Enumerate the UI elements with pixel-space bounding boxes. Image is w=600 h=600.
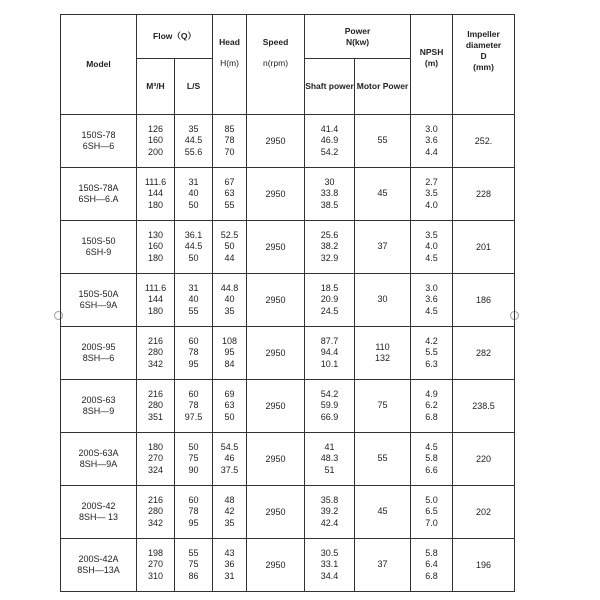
head-value: 84 (224, 358, 235, 369)
model-value: 8SH— 13 (78, 512, 119, 522)
head-value: 85 (224, 123, 235, 134)
npsh-value: 3.6 (425, 135, 438, 146)
model-cell (61, 274, 137, 327)
head-cell (213, 168, 247, 221)
flow-m3h-value: 180 (147, 441, 164, 452)
table-row (61, 380, 515, 433)
model-value: 8SH—13A (77, 565, 120, 575)
shaft-power-value: 51 (324, 464, 335, 475)
flow-ls-cell (175, 115, 213, 168)
npsh-cell (411, 380, 453, 433)
shaft-power-value: 38.2 (320, 241, 339, 252)
flow-ls-value: 95 (188, 517, 199, 528)
model-cell (61, 433, 137, 486)
flow-ls-value: 50 (188, 252, 199, 263)
flow-m3h-value: 180 (147, 305, 164, 316)
flow-m3h-cell (137, 327, 175, 380)
speed-cell (247, 327, 305, 380)
motor-power-cell (355, 380, 411, 433)
shaft-power-value: 54.2 (320, 388, 339, 399)
model-value: 6SH—9A (79, 300, 118, 310)
shaft-power-value: 10.1 (320, 358, 339, 369)
head-value: 40 (224, 294, 235, 305)
shaft-power-value: 59.9 (320, 400, 339, 411)
flow-m3h-value: 324 (147, 464, 164, 475)
flow-ls-cell (175, 486, 213, 539)
shaft-power-value: 24.5 (320, 305, 339, 316)
head-value: 36 (224, 559, 235, 570)
npsh-value: 3.5 (425, 229, 438, 240)
flow-m3h-cell (137, 433, 175, 486)
flow-m3h-value: 111.6 (144, 282, 167, 293)
npsh-value: 4.5 (425, 441, 438, 452)
flow-ls-cell (175, 539, 213, 592)
speed-cell (247, 168, 305, 221)
flow-m3h-value: 126 (147, 123, 164, 134)
model-value: 200S-42 (81, 500, 116, 511)
model-value: 6SH—6 (82, 141, 115, 151)
flow-m3h-cell (137, 168, 175, 221)
flow-ls-value: 40 (188, 294, 199, 305)
motor-power-cell (355, 486, 411, 539)
shaft-power-value: 25.6 (320, 229, 339, 240)
head-value: 48 (224, 494, 235, 505)
flow-ls-value: 78 (188, 506, 199, 517)
npsh-value: 5.8 (425, 547, 438, 558)
flow-m3h-value: 351 (147, 411, 164, 422)
impeller-cell (453, 221, 515, 274)
head-value: 95 (224, 347, 235, 358)
flow-m3h-value: 216 (147, 388, 164, 399)
flow-ls-value: 60 (188, 335, 199, 346)
model-value: 8SH—9A (79, 459, 118, 469)
impeller-cell (453, 274, 515, 327)
head-value: 50 (224, 411, 235, 422)
flow-ls-value: 86 (188, 570, 199, 581)
impeller-value: 196 (476, 559, 492, 570)
speed-value: 2950 (265, 347, 286, 358)
head-header: Head H(m) (213, 15, 247, 115)
flow-ls-cell (175, 168, 213, 221)
flow-ls-value: 55 (188, 547, 199, 558)
impeller-value: 228 (476, 188, 492, 199)
npsh-value: 6.8 (425, 570, 438, 581)
flow-m3h-value: 200 (147, 146, 164, 157)
head-value: 69 (224, 388, 235, 399)
flow-m3h-value: 160 (147, 135, 164, 146)
flow-m3h-value: 280 (147, 347, 164, 358)
npsh-value: 5.8 (425, 453, 438, 464)
shaft-power-cell (305, 327, 355, 380)
shaft-power-value: 35.8 (320, 494, 339, 505)
flow-m3h-value: 342 (147, 517, 164, 528)
flow-m3h-value: 130 (147, 229, 164, 240)
head-cell (213, 115, 247, 168)
flow-m3h-value: 216 (147, 335, 164, 346)
head-value: 44 (224, 252, 235, 263)
table-row (61, 115, 515, 168)
flow-m3h-cell (137, 274, 175, 327)
flow-ls-value: 78 (188, 347, 199, 358)
head-value: 63 (224, 188, 235, 199)
head-value: 35 (224, 517, 235, 528)
motor-power-value: 110 (375, 341, 390, 352)
npsh-value: 4.2 (425, 335, 438, 346)
model-value: 200S-63A (78, 447, 119, 458)
shaft-power-cell (305, 274, 355, 327)
speed-cell (247, 539, 305, 592)
speed-cell (247, 274, 305, 327)
speed-value: 2950 (265, 506, 286, 517)
motor-power-value: 55 (377, 453, 388, 464)
motor-power-value: 37 (377, 241, 388, 252)
model-value: 150S-50A (78, 288, 119, 299)
shaft-power-value: 18.5 (320, 282, 339, 293)
flow-ls-value: 50 (188, 441, 199, 452)
motor-power-value: 45 (377, 188, 388, 199)
flow-m3h-value: 160 (147, 241, 164, 252)
impeller-cell (453, 380, 515, 433)
power-header: Power N(kw) (305, 15, 411, 59)
speed-value: 2950 (265, 400, 286, 411)
npsh-value: 5.0 (425, 494, 438, 505)
shaft-power-value: 41 (324, 441, 335, 452)
motor-power-cell (355, 168, 411, 221)
flow-m3h-value: 144 (147, 294, 164, 305)
shaft-power-cell (305, 433, 355, 486)
motor-power-cell (355, 115, 411, 168)
flow-ls-cell (175, 433, 213, 486)
npsh-cell (411, 486, 453, 539)
model-cell (61, 221, 137, 274)
npsh-value: 6.5 (425, 506, 438, 517)
model-value: 8SH—9 (82, 406, 115, 416)
shaft-power-value: 66.9 (320, 411, 339, 422)
speed-cell (247, 115, 305, 168)
impeller-cell (453, 539, 515, 592)
flow-ls-value: 44.5 (184, 241, 203, 252)
npsh-value: 4.0 (425, 199, 438, 210)
impeller-value: 252. (474, 135, 493, 146)
head-value: 108 (222, 335, 238, 346)
model-cell (61, 327, 137, 380)
flow-ls-cell (175, 380, 213, 433)
head-value: 78 (224, 135, 235, 146)
npsh-value: 4.9 (425, 388, 438, 399)
head-cell (213, 327, 247, 380)
flow-ls-value: 40 (188, 188, 199, 199)
speed-value: 2950 (265, 135, 286, 146)
impeller-value: 202 (476, 506, 492, 517)
npsh-cell (411, 327, 453, 380)
impeller-cell (453, 433, 515, 486)
model-value: 150S-78 (81, 129, 116, 140)
shaft-power-value: 41.4 (320, 123, 339, 134)
shaft-power-value: 30.5 (320, 547, 339, 558)
model-value: 200S-95 (81, 341, 116, 352)
impeller-cell (453, 115, 515, 168)
flow-ls-value: 78 (188, 400, 199, 411)
speed-value: 2950 (265, 241, 286, 252)
table-row (61, 486, 515, 539)
model-cell (61, 539, 137, 592)
flow-m3h-value: 180 (147, 252, 164, 263)
motor-power-cell (355, 327, 411, 380)
impeller-cell (453, 168, 515, 221)
motor-power-cell (355, 539, 411, 592)
flow-m3h-cell (137, 380, 175, 433)
head-value: 43 (224, 547, 235, 558)
flow-m3h-value: 270 (147, 453, 164, 464)
flow-ls-value: 75 (188, 453, 199, 464)
shaft-power-cell (305, 380, 355, 433)
motor-power-cell (355, 274, 411, 327)
shaft-power-cell (305, 486, 355, 539)
flow-m3h-value: 310 (147, 570, 164, 581)
head-value: 55 (224, 199, 235, 210)
head-cell (213, 539, 247, 592)
impeller-value: 186 (476, 294, 492, 305)
head-value: 37.5 (220, 464, 239, 475)
impeller-cell (453, 486, 515, 539)
shaft-power-value: 42.4 (320, 517, 339, 528)
shaft-power-cell (305, 221, 355, 274)
table-row (61, 168, 515, 221)
flow-ls-value: 60 (188, 494, 199, 505)
head-cell (213, 221, 247, 274)
impeller-value: 201 (476, 241, 492, 252)
shaft-power-value: 46.9 (320, 135, 339, 146)
head-cell (213, 380, 247, 433)
flow-ls-value: 95 (188, 358, 199, 369)
npsh-cell (411, 168, 453, 221)
impeller-value: 238.5 (472, 400, 495, 411)
flow-m3h-value: 198 (147, 547, 164, 558)
flow-ls-value: 35 (188, 123, 199, 134)
npsh-value: 7.0 (425, 517, 438, 528)
impeller-header: Impeller diameter D (mm) (453, 15, 515, 115)
flow-m3h-value: 144 (147, 188, 164, 199)
spec-page (60, 14, 514, 592)
speed-value: 2950 (265, 559, 286, 570)
flow-m3h-cell (137, 486, 175, 539)
flow-m3h-cell (137, 115, 175, 168)
head-value: 54.5 (220, 441, 239, 452)
npsh-cell (411, 539, 453, 592)
model-value: 200S-42A (78, 553, 119, 564)
shaft-power-value: 32.9 (320, 252, 339, 263)
npsh-value: 6.3 (425, 358, 438, 369)
model-cell (61, 115, 137, 168)
impeller-value: 220 (476, 453, 492, 464)
table-row (61, 221, 515, 274)
speed-header: Speed n(rpm) (247, 15, 305, 115)
flow-m3h-cell (137, 539, 175, 592)
flow-ls-cell (175, 274, 213, 327)
table-row (61, 274, 515, 327)
shaft-power-cell (305, 115, 355, 168)
head-value: 70 (224, 146, 235, 157)
model-cell (61, 380, 137, 433)
table-row (61, 327, 515, 380)
model-value: 150S-50 (81, 235, 116, 246)
flow-ls-value: 50 (188, 199, 199, 210)
shaft-power-value: 94.4 (320, 347, 339, 358)
shaft-power-cell (305, 168, 355, 221)
npsh-cell (411, 433, 453, 486)
shaft-power-value: 20.9 (320, 294, 339, 305)
npsh-header: NPSH (m) (411, 15, 453, 115)
motor-power-cell (355, 433, 411, 486)
shaft-power-value: 33.8 (320, 188, 339, 199)
motor-power-value: 55 (377, 135, 388, 146)
head-value: 52.5 (220, 229, 239, 240)
shaft-power-value: 48.3 (320, 453, 339, 464)
head-cell (213, 486, 247, 539)
model-value: 150S-78A (78, 182, 119, 193)
flow-ls-value: 31 (188, 282, 199, 293)
npsh-cell (411, 221, 453, 274)
head-cell (213, 433, 247, 486)
model-header: Model (61, 15, 137, 115)
npsh-value: 6.2 (425, 400, 438, 411)
npsh-value: 3.0 (425, 123, 438, 134)
model-value: 6SH-9 (85, 247, 112, 257)
shaft-power-value: 38.5 (320, 199, 339, 210)
npsh-value: 4.0 (425, 241, 438, 252)
head-value: 31 (224, 570, 235, 581)
head-value: 67 (224, 176, 235, 187)
speed-value: 2950 (265, 188, 286, 199)
flow-ls-value: 60 (188, 388, 199, 399)
model-value: 6SH—6.A (78, 194, 119, 204)
speed-cell (247, 433, 305, 486)
shaft-power-value: 34.4 (320, 570, 339, 581)
flow-header: Flow（Q） (137, 15, 213, 59)
motor-power-cell (355, 221, 411, 274)
flow-m3h-value: 280 (147, 400, 164, 411)
flow-m3h-header: M³/H (137, 59, 175, 115)
flow-ls-cell (175, 327, 213, 380)
npsh-value: 4.5 (425, 252, 438, 263)
npsh-value: 5.5 (425, 347, 438, 358)
table-row (61, 539, 515, 592)
head-value: 35 (224, 305, 235, 316)
model-value: 8SH—6 (82, 353, 115, 363)
npsh-value: 4.4 (425, 146, 438, 157)
motor-power-value: 75 (377, 400, 388, 411)
shaft-power-value: 33.1 (320, 559, 339, 570)
flow-ls-value: 90 (188, 464, 199, 475)
head-cell (213, 274, 247, 327)
npsh-value: 6.4 (425, 559, 438, 570)
flow-ls-value: 75 (188, 559, 199, 570)
speed-cell (247, 380, 305, 433)
shaft-power-value: 30 (324, 176, 335, 187)
flow-ls-cell (175, 221, 213, 274)
impeller-cell (453, 327, 515, 380)
npsh-cell (411, 115, 453, 168)
speed-value: 2950 (265, 294, 286, 305)
model-cell (61, 168, 137, 221)
motor-power-value: 132 (375, 353, 391, 363)
flow-m3h-value: 280 (147, 506, 164, 517)
shaft-power-header: Shaft power (305, 59, 355, 115)
motor-power-value: 45 (377, 506, 388, 517)
shaft-power-value: 39.2 (320, 506, 339, 517)
npsh-value: 2.7 (425, 176, 438, 187)
flow-ls-value: 55.6 (184, 146, 203, 157)
speed-cell (247, 221, 305, 274)
head-value: 50 (224, 241, 235, 252)
flow-ls-value: 97.5 (184, 411, 203, 422)
shaft-power-cell (305, 539, 355, 592)
impeller-value: 282 (476, 347, 492, 358)
flow-m3h-cell (137, 221, 175, 274)
npsh-value: 3.5 (425, 188, 438, 199)
flow-m3h-value: 342 (147, 358, 164, 369)
npsh-value: 3.0 (425, 282, 438, 293)
head-value: 46 (224, 453, 235, 464)
head-value: 42 (224, 506, 235, 517)
header-row-top (61, 15, 515, 59)
npsh-value: 6.6 (425, 464, 438, 475)
motor-power-value: 37 (377, 559, 388, 570)
flow-m3h-value: 180 (147, 199, 164, 210)
motor-power-value: 30 (377, 294, 388, 305)
flow-ls-value: 31 (188, 176, 199, 187)
flow-ls-header: L/S (175, 59, 213, 115)
npsh-cell (411, 274, 453, 327)
head-value: 44.8 (220, 282, 239, 293)
npsh-value: 6.8 (425, 411, 438, 422)
flow-ls-value: 44.5 (184, 135, 203, 146)
pump-spec-table (60, 14, 515, 592)
flow-ls-value: 36.1 (184, 229, 203, 240)
model-value: 200S-63 (81, 394, 116, 405)
speed-value: 2950 (265, 453, 286, 464)
shaft-power-value: 54.2 (320, 146, 339, 157)
npsh-value: 4.5 (425, 305, 438, 316)
flow-ls-value: 55 (188, 305, 199, 316)
table-row (61, 433, 515, 486)
shaft-power-value: 87.7 (320, 335, 339, 346)
npsh-value: 3.6 (425, 294, 438, 305)
head-value: 63 (224, 400, 235, 411)
flow-m3h-value: 270 (147, 559, 164, 570)
speed-cell (247, 486, 305, 539)
motor-power-header: Motor Power (355, 59, 411, 115)
flow-m3h-value: 216 (147, 494, 164, 505)
model-cell (61, 486, 137, 539)
flow-m3h-value: 111.6 (144, 176, 167, 187)
